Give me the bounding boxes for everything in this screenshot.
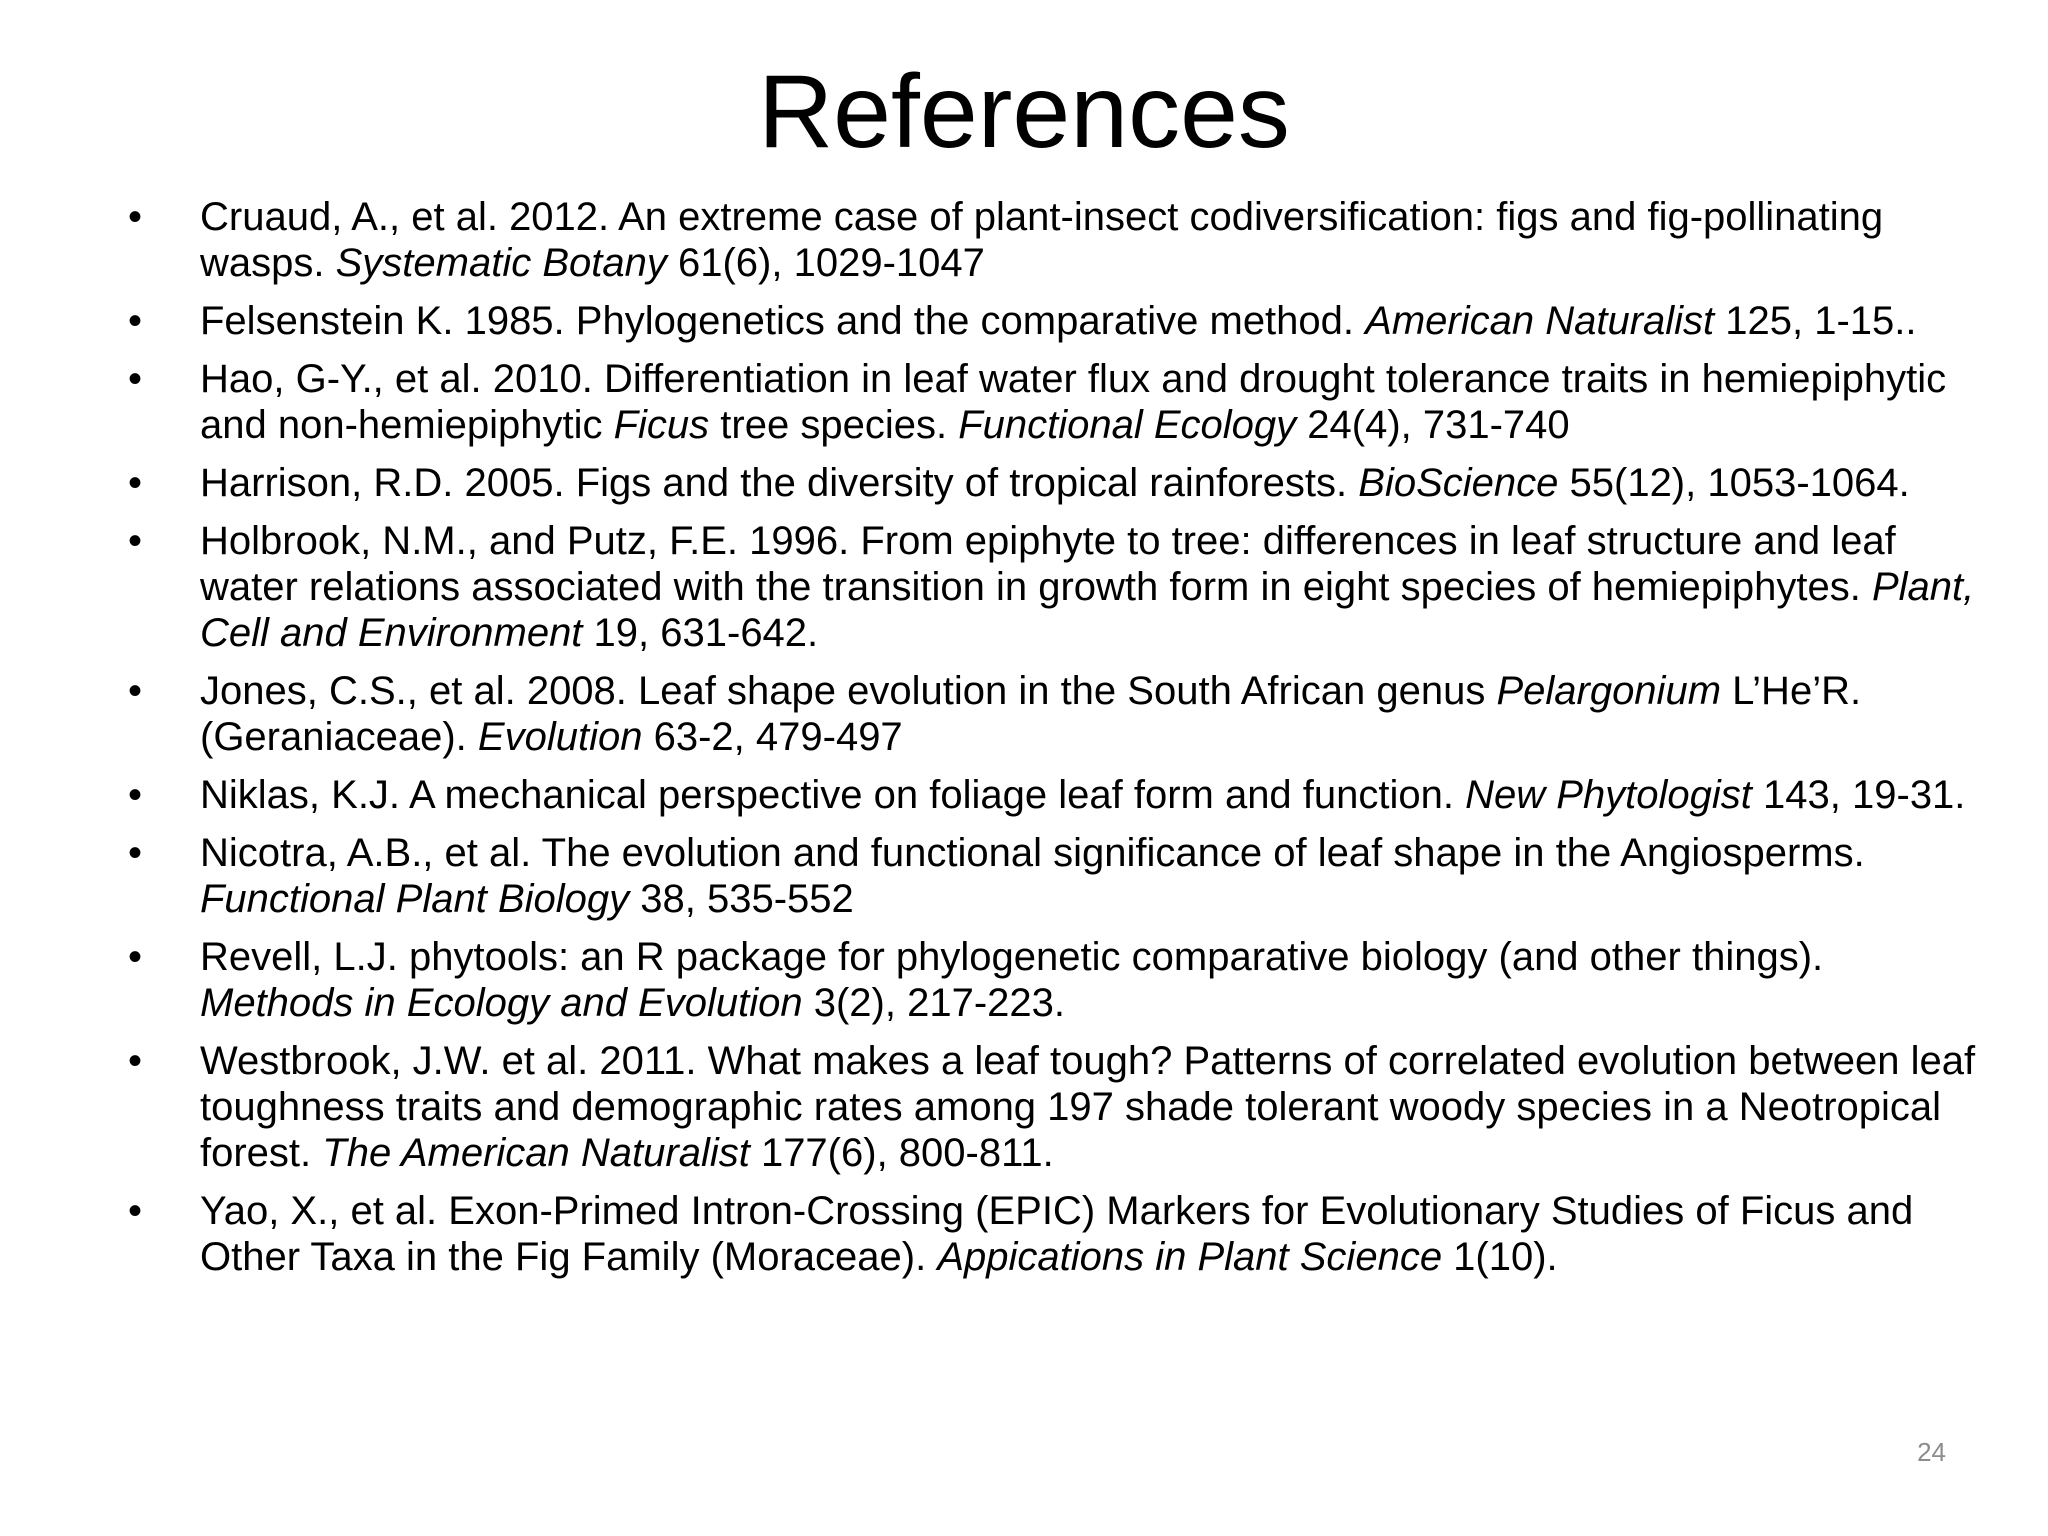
journal-name: Plant, Cell and Environment [200, 565, 1975, 655]
reference-text: Westbrook, J.W. et al. 2011. What makes a leaf tough? Patterns of correlated evolution between leaf toughness traits and demographic rates among 197 shade tolerant woody species in a Neotropical forest. [200, 1039, 1976, 1175]
reference-citation: 143, 19-31. [1751, 773, 1966, 817]
reference-item [118, 518, 1978, 656]
reference-citation: 1(10). [1442, 1235, 1558, 1279]
journal-name: New Phytologist [1465, 773, 1752, 817]
reference-item [118, 1188, 1978, 1280]
reference-item [118, 194, 1978, 286]
reference-text: Hao, G-Y., et al. 2010. Differentiation in leaf water flux and drought tolerance traits in hemiepiphytic and non-hemiepiphytic [200, 357, 1947, 447]
bullet-icon: • [128, 461, 143, 505]
bullet-icon: • [128, 357, 143, 401]
journal-name: American Naturalist [1365, 299, 1715, 343]
reference-text: Niklas, K.J. A mechanical perspective on foliage leaf form and function. [200, 773, 1466, 817]
reference-citation: 24(4), 731-740 [1296, 403, 1570, 447]
reference-item [118, 830, 1978, 922]
reference-citation: 63-2, 479-497 [642, 715, 903, 759]
reference-text-cont: L’He’R. (Geraniaceae). [200, 669, 1862, 759]
reference-text-cont: tree species. [709, 403, 959, 447]
reference-list [118, 194, 1978, 1292]
reference-citation: 177(6), 800-811. [749, 1131, 1054, 1175]
journal-name: Evolution [477, 715, 643, 759]
reference-text: Cruaud, A., et al. 2012. An extreme case of plant-insect codiversification: figs and fig-pollinating wasps. [200, 195, 1884, 285]
reference-text: Revell, L.J. phytools: an R package for phylogenetic comparative biology (and other things). [200, 935, 1824, 979]
reference-text: Jones, C.S., et al. 2008. Leaf shape evolution in the South African genus [200, 669, 1497, 713]
reference-item [118, 934, 1978, 1026]
journal-name: Functional Plant Biology [200, 877, 630, 921]
reference-citation: 55(12), 1053-1064. [1558, 461, 1910, 505]
journal-name: The American Naturalist [322, 1131, 750, 1175]
bullet-icon: • [128, 773, 143, 817]
reference-citation: 3(2), 217-223. [802, 981, 1065, 1025]
bullet-icon: • [128, 1039, 143, 1083]
bullet-icon: • [128, 831, 143, 875]
genus-name: Pelargonium [1496, 669, 1722, 713]
reference-text: Yao, X., et al. Exon-Primed Intron-Crossing (EPIC) Markers for Evolutionary Studies of Ficus and Other Taxa in the Fig Family (Moraceae). [200, 1189, 1914, 1279]
reference-item [118, 1038, 1978, 1176]
reference-item [118, 298, 1978, 344]
reference-item [118, 772, 1978, 818]
bullet-icon: • [128, 195, 143, 239]
reference-text: Harrison, R.D. 2005. Figs and the diversity of tropical rainforests. [200, 461, 1359, 505]
bullet-icon: • [128, 669, 143, 713]
bullet-icon: • [128, 935, 143, 979]
journal-name: Systematic Botany [335, 241, 667, 285]
genus-name: Ficus [613, 403, 710, 447]
journal-name: BioScience [1358, 461, 1559, 505]
bullet-icon: • [128, 519, 143, 563]
journal-name: Methods in Ecology and Evolution [200, 981, 803, 1025]
reference-text: Felsenstein K. 1985. Phylogenetics and the comparative method. [200, 299, 1366, 343]
reference-item [118, 668, 1978, 760]
bullet-icon: • [128, 1189, 143, 1233]
journal-name: Appications in Plant Science [937, 1235, 1443, 1279]
reference-text: Nicotra, A.B., et al. The evolution and functional significance of leaf shape in the Angiosperms. [200, 831, 1865, 875]
journal-name: Functional Ecology [958, 403, 1297, 447]
reference-item [118, 356, 1978, 448]
reference-text: Holbrook, N.M., and Putz, F.E. 1996. From epiphyte to tree: differences in leaf structure and leaf water relations associated with the transition in growth form in eight species of hemiepiphytes. [200, 519, 1896, 609]
reference-citation: 61(6), 1029-1047 [666, 241, 985, 285]
slide-title: References [758, 54, 1290, 170]
reference-citation: 19, 631-642. [582, 611, 819, 655]
reference-citation: 38, 535-552 [629, 877, 854, 921]
page-number: 24 [1917, 1437, 1946, 1467]
reference-item [118, 460, 1978, 506]
reference-citation: 125, 1-15.. [1714, 299, 1917, 343]
bullet-icon: • [128, 299, 143, 343]
